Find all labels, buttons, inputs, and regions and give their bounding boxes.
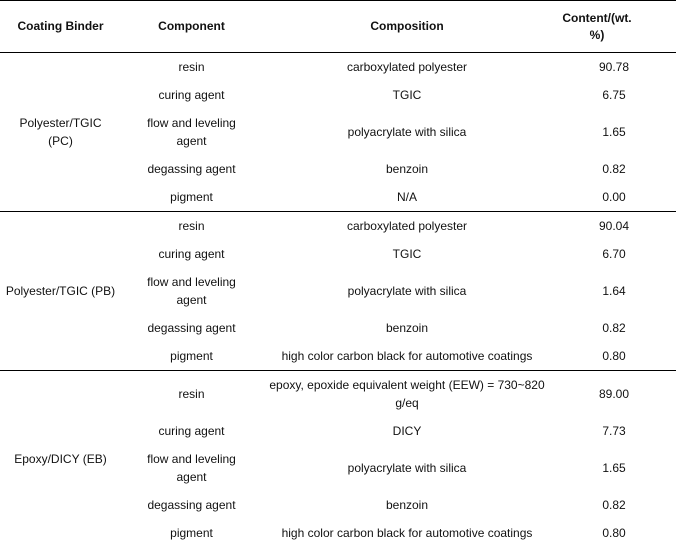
content-value-cell: 0.00 [552,183,676,212]
component-label: degassing agent [147,319,235,337]
composition-label: N/A [397,188,417,206]
component-label: flow and leveling agent [142,114,242,150]
table-row [0,212,676,241]
component-label: resin [178,58,204,76]
composition-cell [262,417,552,445]
content-value-cell: 6.70 [552,240,676,268]
coating-binder-cell [0,371,121,547]
content-value-cell: 6.75 [552,81,676,109]
content-value-cell: 0.80 [552,519,676,547]
composition-cell [262,342,552,371]
component-cell [121,371,262,418]
component-cell [121,519,262,547]
composition-cell [262,155,552,183]
composition-label: TGIC [393,245,422,263]
content-value-cell: 90.04 [552,212,676,241]
content-value-cell: 90.78 [552,53,676,82]
content-value-cell: 1.65 [552,109,676,155]
composition-cell [262,371,552,418]
component-cell [121,183,262,212]
content-value-cell: 7.73 [552,417,676,445]
composition-label: carboxylated polyester [347,217,467,235]
component-label: curing agent [158,245,224,263]
component-cell [121,417,262,445]
composition-label: high color carbon black for automotive coatings [282,347,533,365]
header-component: Component [121,1,262,53]
component-label: flow and leveling agent [142,450,242,486]
composition-cell [262,240,552,268]
table-row [0,53,676,82]
header-content-label: Content/(wt. %) [560,10,634,44]
coating-binder-label: Polyester/TGIC (PB) [6,282,115,300]
composition-label: polyacrylate with silica [348,282,467,300]
component-label: pigment [170,188,213,206]
component-label: curing agent [158,86,224,104]
component-cell [121,240,262,268]
component-cell [121,81,262,109]
component-label: pigment [170,524,213,542]
component-cell [121,268,262,314]
composition-cell [262,212,552,241]
composition-label: epoxy, epoxide equivalent weight (EEW) = 730~820 g/eq [268,376,546,412]
coating-binder-cell [0,212,121,371]
component-cell [121,491,262,519]
composition-label: carboxylated polyester [347,58,467,76]
content-value-cell: 0.82 [552,314,676,342]
composition-label: benzoin [386,496,428,514]
composition-label: polyacrylate with silica [348,459,467,477]
composition-label: benzoin [386,160,428,178]
header-row [0,1,676,53]
component-label: degassing agent [147,496,235,514]
content-value-cell: 0.82 [552,491,676,519]
composition-cell [262,491,552,519]
table-header [0,1,676,53]
coating-binder-label: Polyester/TGIC (PC) [16,114,106,150]
component-label: degassing agent [147,160,235,178]
composition-cell [262,445,552,491]
composition-cell [262,53,552,82]
coating-binder-label: Epoxy/DICY (EB) [14,450,106,468]
composition-cell [262,314,552,342]
content-value-cell: 89.00 [552,371,676,418]
composition-label: high color carbon black for automotive coatings [282,524,533,542]
coating-binder-cell [0,53,121,212]
content-value-cell: 1.65 [552,445,676,491]
composition-cell [262,268,552,314]
content-value-cell: 1.64 [552,268,676,314]
content-value-cell: 0.82 [552,155,676,183]
composition-label: DICY [393,422,422,440]
component-label: pigment [170,347,213,365]
component-cell [121,53,262,82]
composition-label: polyacrylate with silica [348,123,467,141]
component-label: resin [178,385,204,403]
table-body [0,53,676,547]
header-coating-binder: Coating Binder [0,1,121,53]
component-cell [121,314,262,342]
content-value-cell: 0.80 [552,342,676,371]
component-label: flow and leveling agent [142,273,242,309]
composition-cell [262,519,552,547]
component-label: curing agent [158,422,224,440]
composition-label: benzoin [386,319,428,337]
composition-cell [262,81,552,109]
table-row [0,371,676,418]
composition-label: TGIC [393,86,422,104]
component-cell [121,445,262,491]
component-label: resin [178,217,204,235]
component-cell [121,212,262,241]
header-composition: Composition [262,1,552,53]
composition-cell [262,183,552,212]
component-cell [121,342,262,371]
header-content [552,1,676,53]
component-cell [121,109,262,155]
composition-cell [262,109,552,155]
component-cell [121,155,262,183]
